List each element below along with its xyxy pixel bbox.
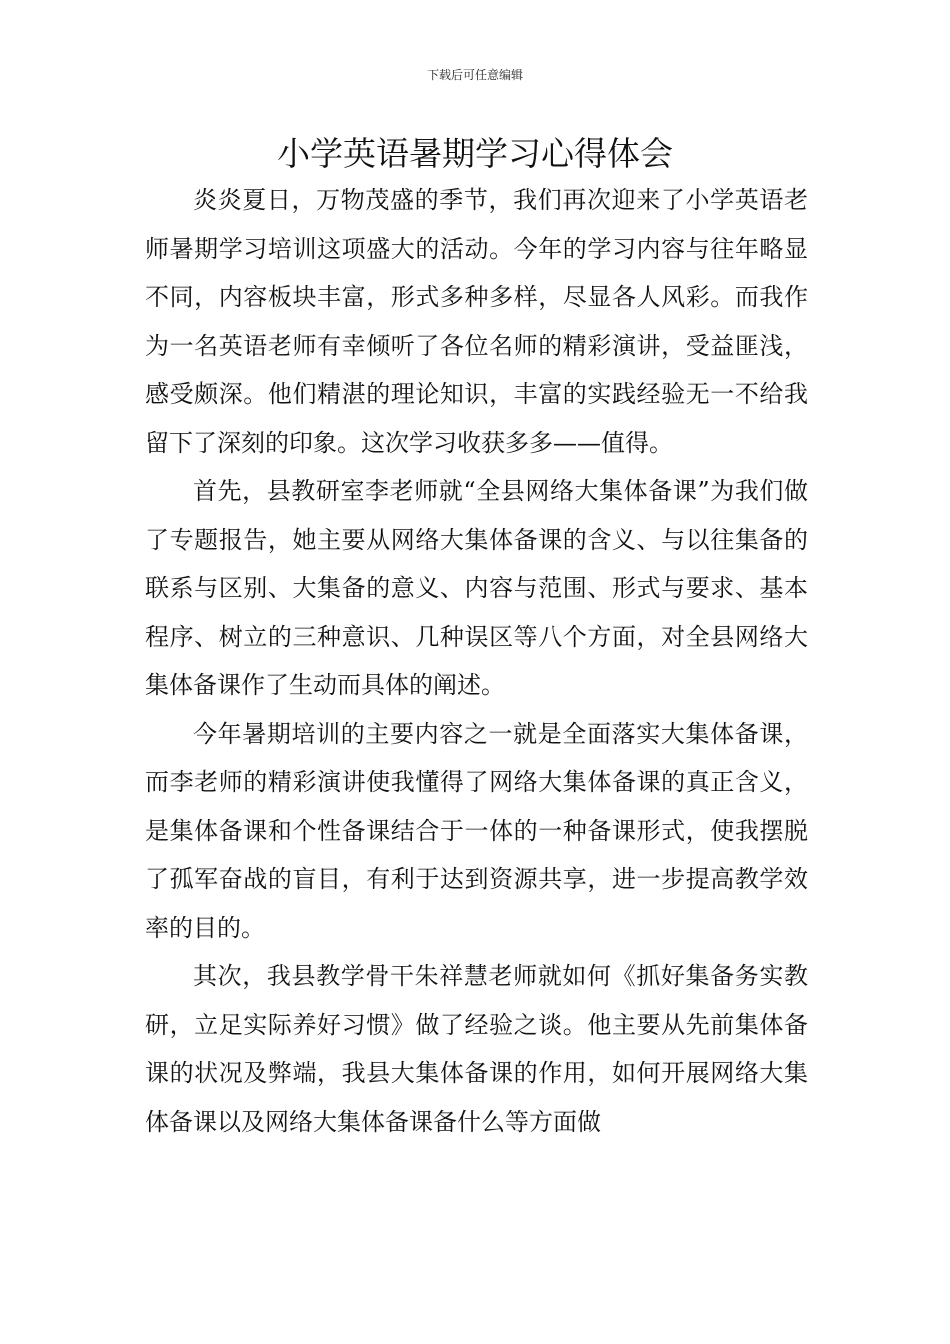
document-title: 小学英语暑期学习心得体会 (277, 134, 673, 173)
header-note: 下载后可任意编辑 (426, 68, 523, 82)
paragraph-1: 炎炎夏日，万物茂盛的季节，我们再次迎来了小学英语老师暑期学习培训这项盛大的活动。今年的学习内容与往年略显不同，内容板块丰富，形式多种多样，尽显各人风彩。而我作为一名英语老师有幸倾听了各位名师的精彩演讲，受益匪浅，感受颇深。他们精湛的理论知识，丰富的实践经验无一不给我留下了深刻的印象。这次学习收获多多——值得。 (145, 186, 808, 457)
paragraph-4: 其次，我县教学骨干朱祥慧老师就如何《抓好集备务实教研，立足实际养好习惯》做了经验之谈。他主要从先前集体备课的状况及弊端，我县大集体备课的作用，如何开展网络大集体备课以及网络大集体备课备什么等方面做 (145, 962, 808, 1136)
document-body (145, 176, 808, 1146)
paragraph-2: 首先，县教研室李老师就“全县网络大集体备课”为我们做了专题报告，她主要从网络大集体备课的含义、与以往集备的联系与区别、大集备的意义、内容与范围、形式与要求、基本程序、树立的三种意识、几种误区等八个方面，对全县网络大集体备课作了生动而具体的阐述。 (145, 477, 808, 699)
paragraph-3: 今年暑期培训的主要内容之一就是全面落实大集体备课，而李老师的精彩演讲使我懂得了网络大集体备课的真正含义，是集体备课和个性备课结合于一体的一种备课形式，使我摆脱了孤军奋战的盲目，有利于达到资源共享，进一步提高教学效率的目的。 (145, 719, 808, 942)
